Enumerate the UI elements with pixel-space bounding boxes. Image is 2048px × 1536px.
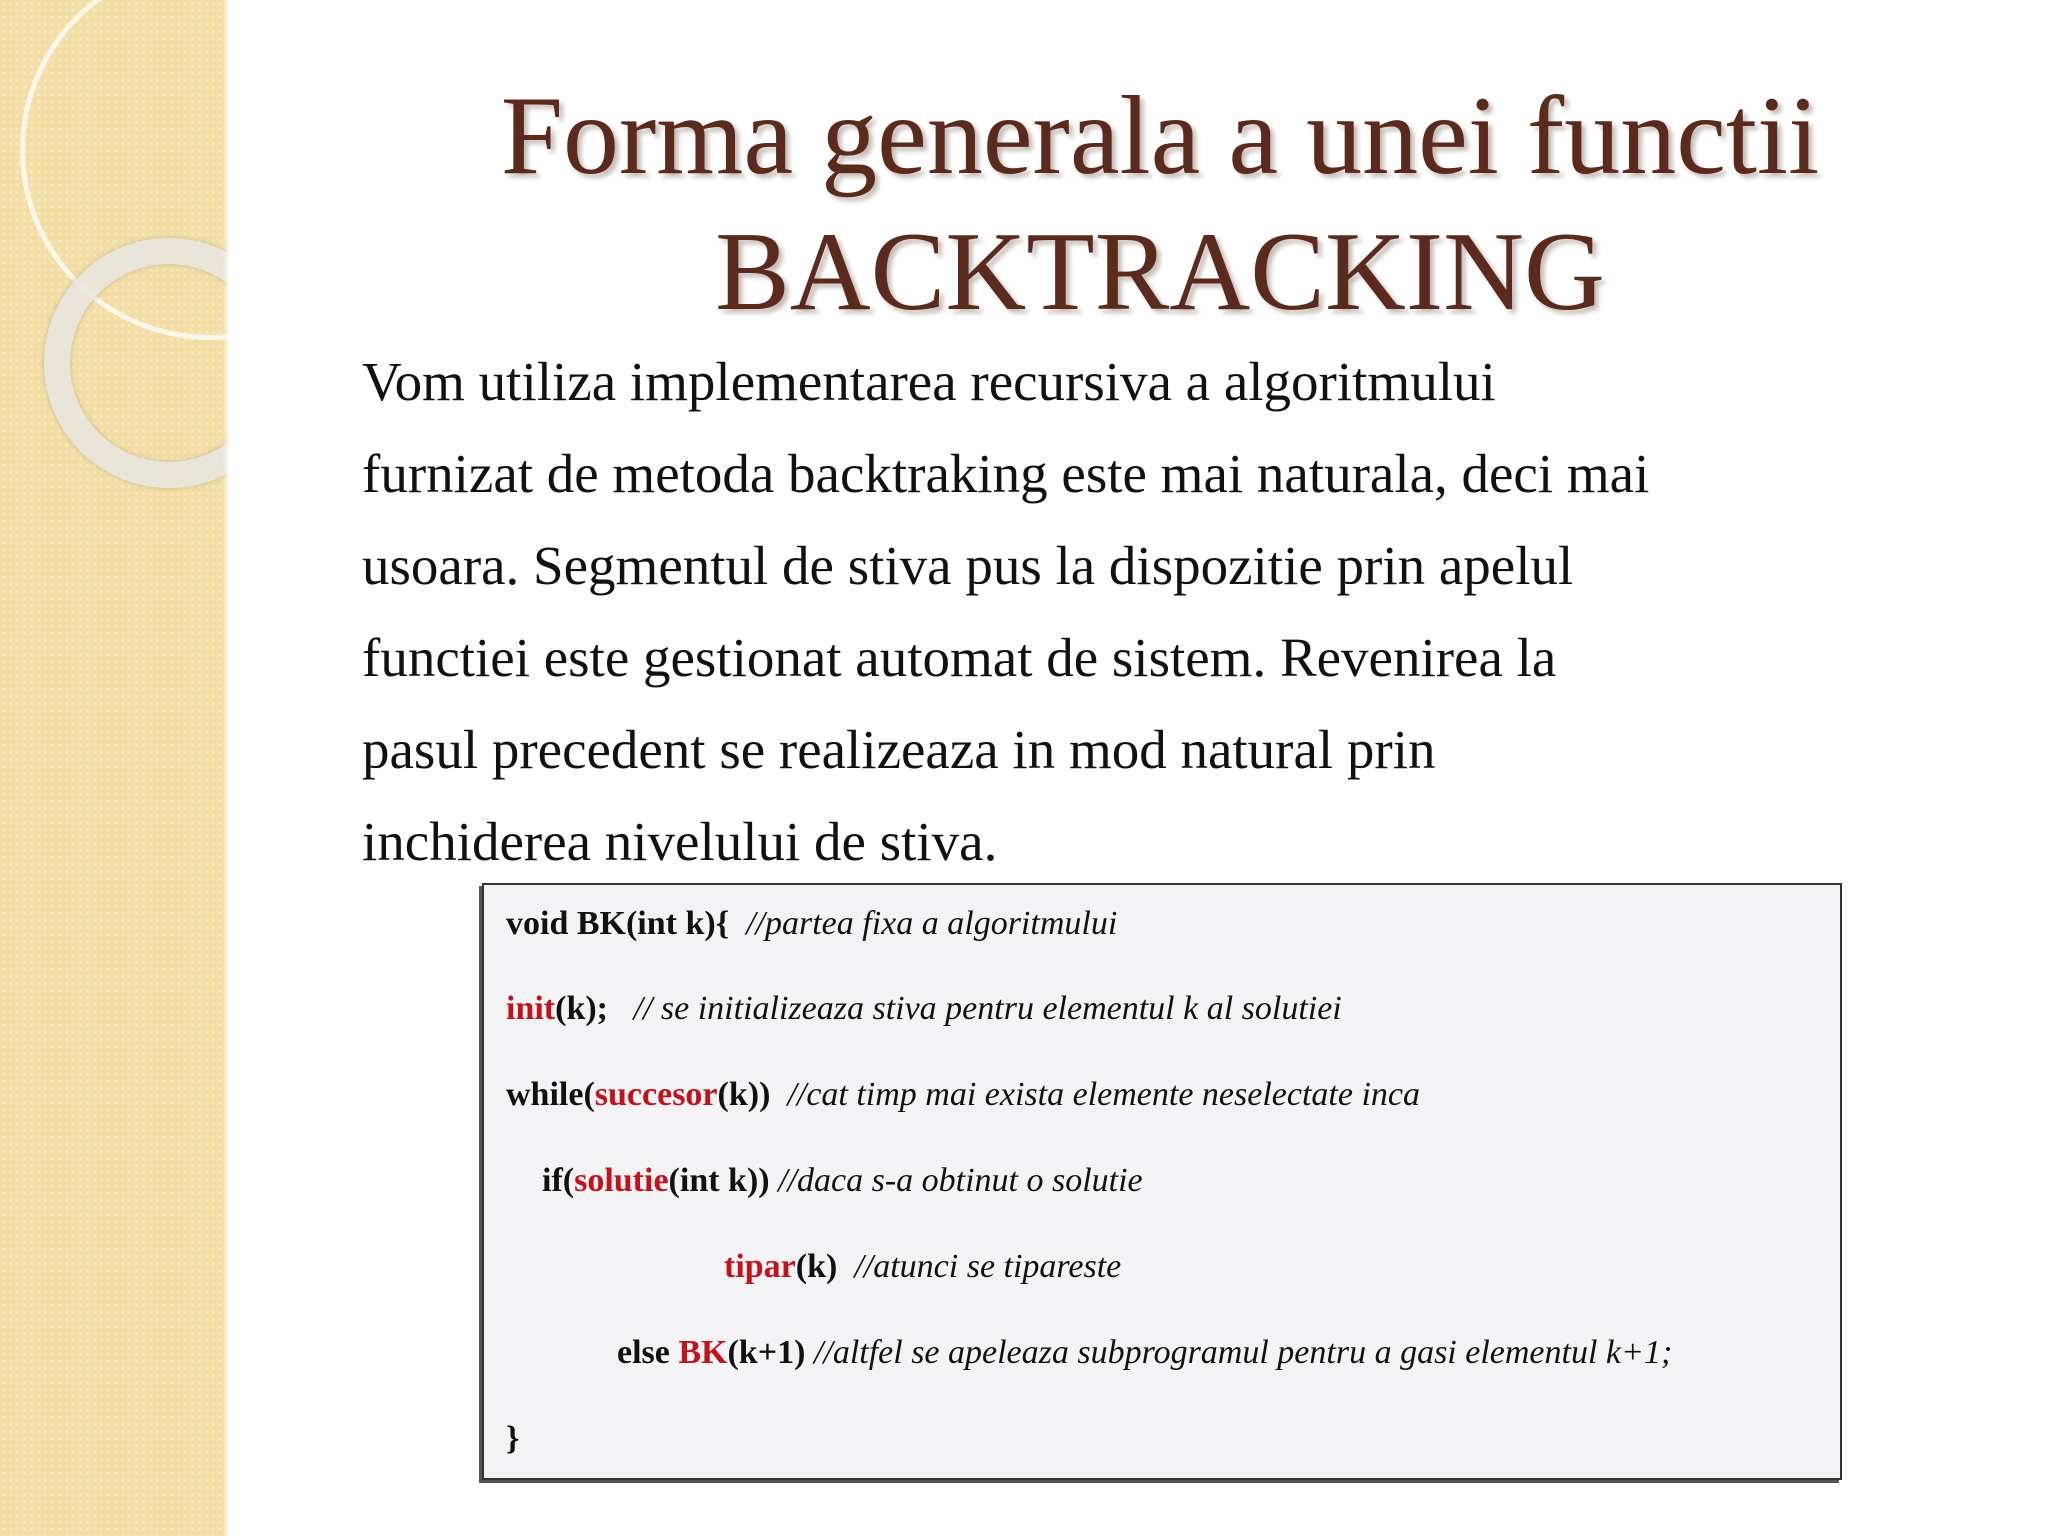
slide-body-text	[362, 336, 1862, 888]
title-line: BACKTRACKING	[715, 210, 1605, 334]
code-line	[506, 1420, 519, 1458]
body-line: usoara. Segmentul de stiva pus la dispozitie prin apelul	[362, 535, 1574, 596]
code-comment: //daca s-a obtinut o solutie	[778, 1162, 1143, 1199]
code-text: void BK(int k){	[506, 905, 730, 942]
code-comment: //cat timp mai exista elemente neselectate inca	[787, 1076, 1420, 1113]
code-text: if(	[542, 1162, 575, 1199]
code-line	[506, 905, 1117, 943]
code-comment: //atunci se tipareste	[854, 1248, 1122, 1285]
function-name: init	[506, 990, 556, 1027]
code-line	[506, 990, 1342, 1028]
body-line: Vom utiliza implementarea recursiva a algoritmului	[362, 351, 1496, 412]
code-text: else	[617, 1334, 679, 1371]
code-text: (int k))	[668, 1162, 770, 1199]
code-comment: //partea fixa a algoritmului	[746, 905, 1118, 942]
code-line	[724, 1248, 1121, 1286]
code-text: while(	[506, 1076, 595, 1113]
function-name: tipar	[724, 1248, 796, 1285]
code-line	[542, 1162, 1143, 1200]
body-line: pasul precedent se realizeaza in mod natural prin	[362, 719, 1436, 780]
function-name: BK	[678, 1334, 728, 1371]
decorative-side-strip	[0, 0, 228, 1536]
code-comment: // se initializeaza stiva pentru elementul k al solutiei	[633, 990, 1342, 1027]
code-line	[506, 1076, 1420, 1114]
code-text: }	[506, 1420, 520, 1457]
code-text: (k))	[717, 1076, 771, 1113]
code-text: (k);	[555, 990, 609, 1027]
function-name: solutie	[574, 1162, 669, 1199]
code-text: (k+1)	[727, 1334, 806, 1371]
code-line	[617, 1334, 1672, 1372]
code-block	[482, 883, 1842, 1480]
body-line: furnizat de metoda backtraking este mai naturala, deci mai	[362, 443, 1650, 504]
code-text: (k)	[795, 1248, 838, 1285]
body-line: functiei este gestionat automat de sistem. Revenirea la	[362, 627, 1557, 688]
title-line: Forma generala a unei functii	[500, 74, 1820, 198]
code-comment: //altfel se apeleaza subprogramul pentru a gasi elementul k+1;	[813, 1334, 1673, 1371]
body-line: inchiderea nivelului de stiva.	[362, 811, 998, 872]
function-name: succesor	[594, 1076, 718, 1113]
slide-title	[400, 68, 1920, 340]
